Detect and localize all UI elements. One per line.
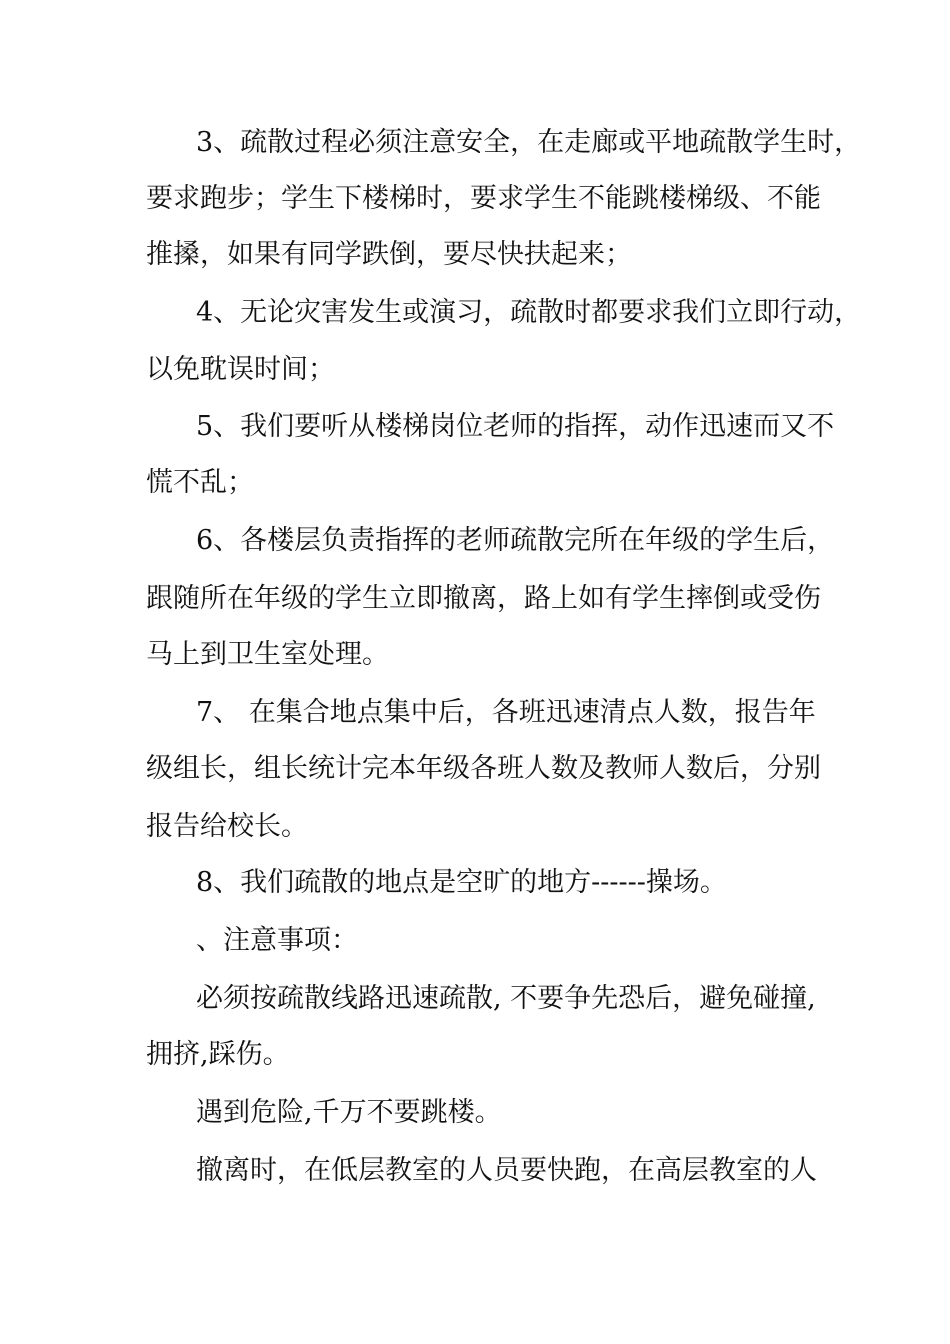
note-2-line-1: 遇到危险,千万不要跳楼。 [196, 1097, 502, 1128]
paragraph-3-line-1: 3、疏散过程必须注意安全，在走廊或平地疏散学生时， [196, 127, 862, 158]
paragraph-4-line-1: 4、无论灾害发生或演习，疏散时都要求我们立即行动， [196, 297, 862, 328]
paragraph-7-line-2: 级组长，组长统计完本年级各班人数及教师人数后，分别 [146, 753, 821, 784]
paragraph-5-line-2: 慌不乱； [146, 467, 254, 498]
note-3-line-1: 撤离时，在低层教室的人员要快跑，在高层教室的人 [196, 1155, 817, 1186]
paragraph-7-line-3: 报告给校长。 [146, 811, 308, 842]
paragraph-6-line-3: 马上到卫生室处理。 [146, 639, 389, 670]
paragraph-4-line-2: 以免耽误时间； [146, 354, 335, 385]
note-1-line-2: 拥挤,踩伤。 [146, 1039, 290, 1070]
notes-heading: 、注意事项： [196, 925, 358, 956]
paragraph-3-line-2: 要求跑步；学生下楼梯时，要求学生不能跳楼梯级、不能 [146, 183, 821, 214]
note-1-line-1: 必须按疏散线路迅速疏散, 不要争先恐后，避免碰撞, [196, 983, 816, 1014]
paragraph-8-line-1: 8、我们疏散的地点是空旷的地方------操场。 [196, 867, 727, 898]
paragraph-3-line-3: 推搡，如果有同学跌倒，要尽快扶起来； [146, 239, 632, 270]
paragraph-7-line-1: 7、 在集合地点集中后，各班迅速清点人数，报告年 [196, 697, 816, 728]
paragraph-6-line-1: 6、各楼层负责指挥的老师疏散完所在年级的学生后， [196, 525, 835, 556]
paragraph-5-line-1: 5、我们要听从楼梯岗位老师的指挥，动作迅速而又不 [196, 411, 835, 442]
paragraph-6-line-2: 跟随所在年级的学生立即撤离，路上如有学生摔倒或受伤 [146, 583, 821, 614]
